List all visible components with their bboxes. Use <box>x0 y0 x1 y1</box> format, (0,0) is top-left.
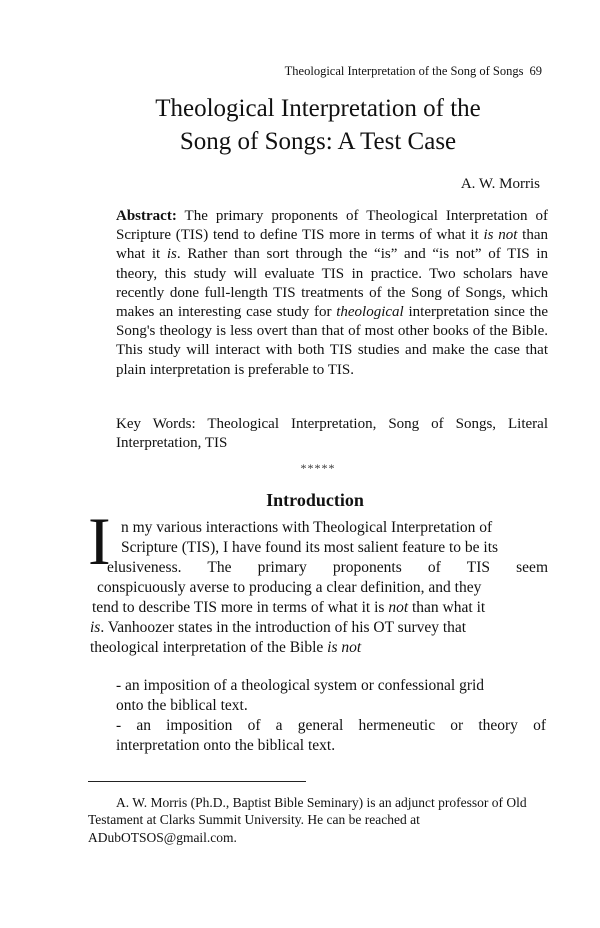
abstract-label: Abstract: <box>116 208 177 224</box>
intro-line-3: elusiveness. The primary proponents of TIS seem <box>107 559 548 576</box>
introduction-heading: Introduction <box>266 490 364 510</box>
intro-line-5-text-a: tend to describe TIS more in terms of what it is <box>92 599 389 616</box>
intro-line-2: Scripture (TIS), I have found its most salient feature to be its <box>121 539 499 556</box>
intro-line-7 <box>90 638 361 658</box>
footnote-rule <box>88 781 306 782</box>
intro-line-7-text: theological interpretation of the Bible <box>90 639 328 656</box>
article-title <box>0 92 600 158</box>
intro-line-1: n my various interactions with Theological Interpretation of <box>121 519 493 536</box>
abstract-emphasis-1: is not <box>483 227 518 244</box>
article-title-line-1: Theological Interpretation of the <box>155 95 481 122</box>
key-words: Key Words: Theological Interpretation, Song of Songs, Literal Interpretation, TIS <box>116 416 548 452</box>
list-item-2-line-2: interpretation onto the biblical text. <box>116 737 336 754</box>
abstract-text-4: interpretation since the Song's theology is less overt than that of most other books of the Bible. This study will interact with both TIS studies and make the case that plain interpretation is preferable to TIS. <box>116 304 548 378</box>
intro-line-4: conspicuously averse to producing a clear definition, and they <box>97 579 482 596</box>
intro-line-6 <box>90 618 466 638</box>
article-title-line-2: Song of Songs: A Test Case <box>179 128 457 155</box>
intro-line-5 <box>92 598 485 618</box>
list-item-1-line-2: onto the biblical text. <box>116 697 248 714</box>
abstract <box>116 207 548 380</box>
running-head-title: Theological Interpretation of the Song of Songs <box>284 64 524 78</box>
running-head <box>285 64 542 79</box>
section-separator: ***** <box>300 461 336 475</box>
intro-line-5-emphasis: not <box>388 599 409 616</box>
article-author: A. W. Morris <box>460 176 540 192</box>
abstract-text-3: . Rather than sort through the “is” and “is not” of TIS in theory, this study will evaluate TIS in practice. Two scholars have recently done full-length TIS treatments of the Song of Songs, which makes an interesting case study for <box>116 246 549 321</box>
intro-line-6-text: . Vanhoozer states in the introduction of his OT survey that <box>100 619 467 636</box>
list-item-1-line-1: - an imposition of a theological system or confessional grid <box>116 677 485 694</box>
abstract-text-2: than what it <box>116 227 548 263</box>
author-footnote <box>88 794 550 846</box>
footnote-text: A. W. Morris (Ph.D., Baptist Bible Seminary) is an adjunct professor of Old Testament at Clarks Summit University. He can be reached at ADubOTSOS@gmail.com. <box>88 795 527 845</box>
page-number: 69 <box>529 64 542 78</box>
intro-line-7-emphasis: is not <box>327 639 362 656</box>
abstract-emphasis-3: theological <box>336 304 404 321</box>
list-item-2-line-1: - an imposition of a general hermeneutic or theory of <box>116 717 546 734</box>
intro-line-6-emphasis: is <box>90 619 101 636</box>
abstract-emphasis-2: is <box>166 246 177 263</box>
intro-line-5-text-b: than what it <box>408 599 486 616</box>
abstract-text-1: The primary proponents of Theological Interpretation of Scripture (TIS) tend to define TIS more in terms of what it <box>116 208 548 244</box>
drop-cap: I <box>88 503 111 579</box>
